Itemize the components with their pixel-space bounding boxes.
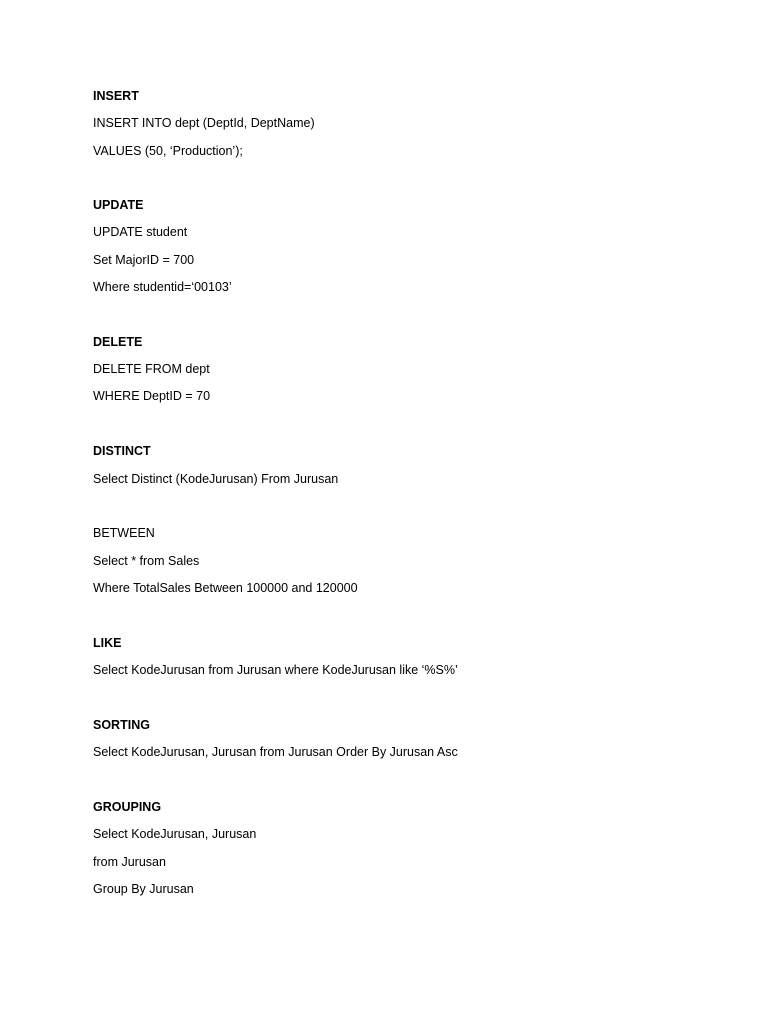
section-heading-distinct: DISTINCT bbox=[93, 444, 151, 458]
sql-line: UPDATE student bbox=[93, 225, 188, 239]
sql-line: VALUES (50, ‘Production’); bbox=[93, 144, 243, 158]
sql-line: Select Distinct (KodeJurusan) From Jurusan bbox=[93, 472, 339, 486]
sql-line: Select KodeJurusan from Jurusan where KodeJurusan like ‘%S%’ bbox=[93, 663, 458, 677]
sql-line: Where TotalSales Between 100000 and 120000 bbox=[93, 581, 358, 595]
sql-line: WHERE DeptID = 70 bbox=[93, 389, 211, 403]
sql-line: from Jurusan bbox=[93, 855, 166, 869]
section-heading-sorting: SORTING bbox=[93, 718, 150, 732]
sql-line: Select KodeJurusan, Jurusan from Jurusan Order By Jurusan Asc bbox=[93, 745, 458, 759]
section-heading-delete: DELETE bbox=[93, 335, 143, 349]
sql-line: DELETE FROM dept bbox=[93, 362, 210, 376]
section-heading-grouping: GROUPING bbox=[93, 800, 162, 814]
sql-line: Group By Jurusan bbox=[93, 882, 194, 896]
section-heading-like: LIKE bbox=[93, 636, 122, 650]
section-heading-update: UPDATE bbox=[93, 198, 144, 212]
sql-line: Select * from Sales bbox=[93, 554, 200, 568]
section-heading-insert: INSERT bbox=[93, 89, 139, 103]
sql-line: Set MajorID = 700 bbox=[93, 253, 195, 267]
sql-line: Select KodeJurusan, Jurusan bbox=[93, 827, 257, 841]
sql-line: INSERT INTO dept (DeptId, DeptName) bbox=[93, 116, 315, 130]
section-heading-between: BETWEEN bbox=[93, 526, 155, 540]
sql-line: Where studentid=‘00103’ bbox=[93, 280, 232, 294]
